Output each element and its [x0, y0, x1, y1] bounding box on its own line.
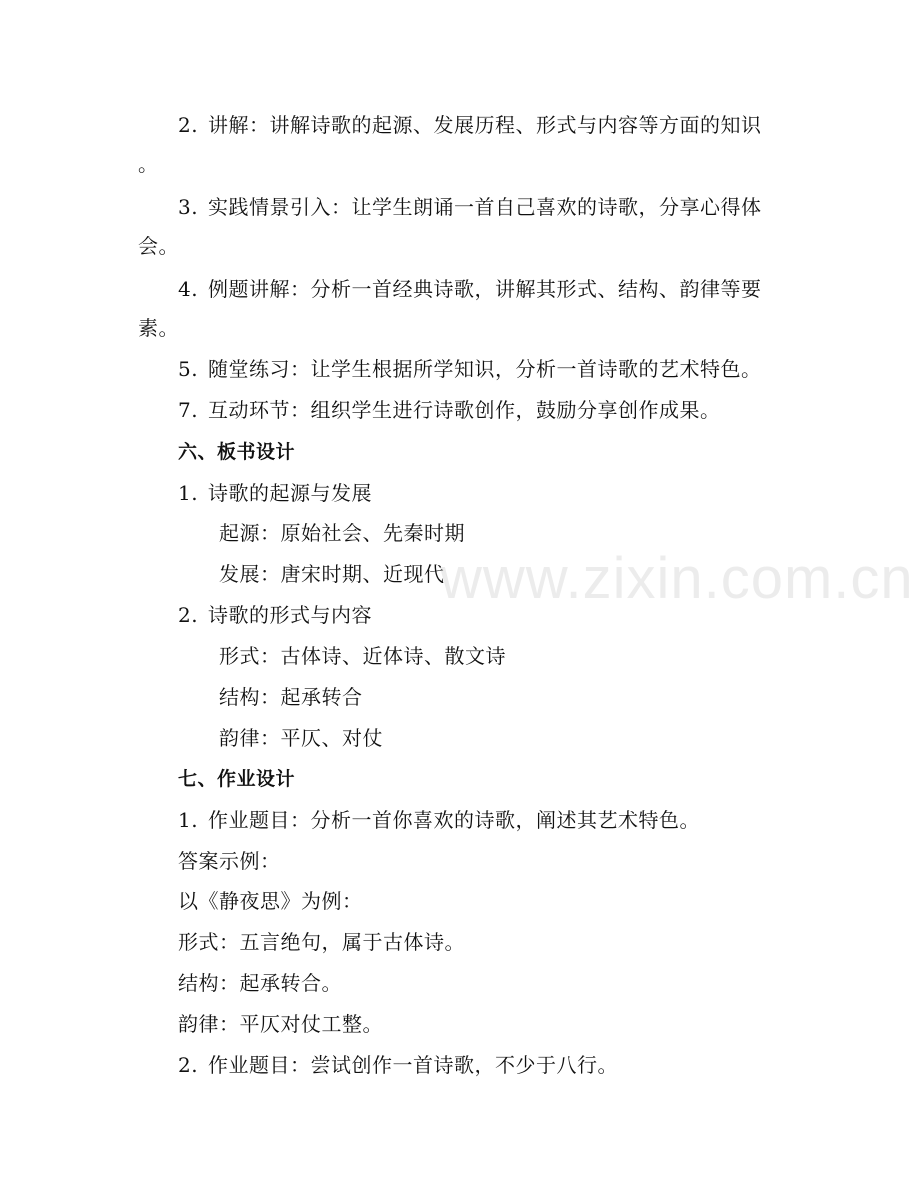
step-3: [178, 193, 828, 221]
board-subitem: 结构：起承转合: [219, 685, 363, 709]
item-number: 2.: [178, 603, 199, 627]
homework-text: 作业题目：分析一首你喜欢的诗歌，阐述其艺术特色。: [208, 808, 700, 832]
step-number: 2.: [178, 113, 199, 137]
board-subitem: 形式：古体诗、近体诗、散文诗: [219, 644, 506, 668]
item-title: 诗歌的形式与内容: [208, 603, 372, 627]
section-7-heading: 七、作业设计: [178, 768, 296, 790]
step-text: 例题讲解：分析一首经典诗歌，讲解其形式、结构、韵律等要: [208, 277, 762, 301]
step-5: [178, 355, 828, 383]
step-text: 随堂练习：让学生根据所学知识，分析一首诗歌的艺术特色。: [208, 357, 762, 381]
board-item-2: [178, 601, 828, 629]
homework-number: 1.: [178, 808, 199, 832]
step-text: 实践情景引入：让学生朗诵一首自己喜欢的诗歌，分享心得体: [208, 195, 762, 219]
section-6-heading: 六、板书设计: [178, 441, 296, 463]
step-number: 3.: [178, 195, 199, 219]
homework-number: 2.: [178, 1053, 199, 1077]
step-4-continuation: 素。: [138, 316, 179, 340]
board-subitem: 发展：唐宋时期、近现代: [219, 562, 445, 586]
homework-2: [178, 1051, 828, 1079]
step-text: 讲解：讲解诗歌的起源、发展历程、形式与内容等方面的知识: [208, 113, 762, 137]
answer-line: 韵律：平仄对仗工整。: [178, 1012, 383, 1036]
step-number: 7.: [178, 398, 199, 422]
answer-line: 形式：五言绝句，属于古体诗。: [178, 930, 465, 954]
step-number: 5.: [178, 357, 199, 381]
homework-text: 作业题目：尝试创作一首诗歌，不少于八行。: [208, 1053, 618, 1077]
watermark: www.zixin.com.cn: [440, 546, 914, 611]
step-2: [178, 111, 828, 139]
homework-1: [178, 806, 828, 834]
answer-line: 以《静夜思》为例：: [178, 889, 363, 913]
board-subitem: 起源：原始社会、先秦时期: [219, 521, 465, 545]
answer-line: 结构：起承转合。: [178, 971, 342, 995]
step-7: [178, 396, 828, 424]
board-item-1: [178, 479, 828, 507]
step-4: [178, 275, 828, 303]
step-number: 4.: [178, 277, 199, 301]
board-subitem: 韵律：平仄、对仗: [219, 726, 383, 750]
answer-line: 答案示例：: [178, 849, 281, 873]
step-3-continuation: 会。: [138, 234, 179, 258]
item-number: 1.: [178, 481, 199, 505]
step-2-continuation: 。: [138, 152, 159, 176]
step-text: 互动环节：组织学生进行诗歌创作，鼓励分享创作成果。: [208, 398, 721, 422]
item-title: 诗歌的起源与发展: [208, 481, 372, 505]
